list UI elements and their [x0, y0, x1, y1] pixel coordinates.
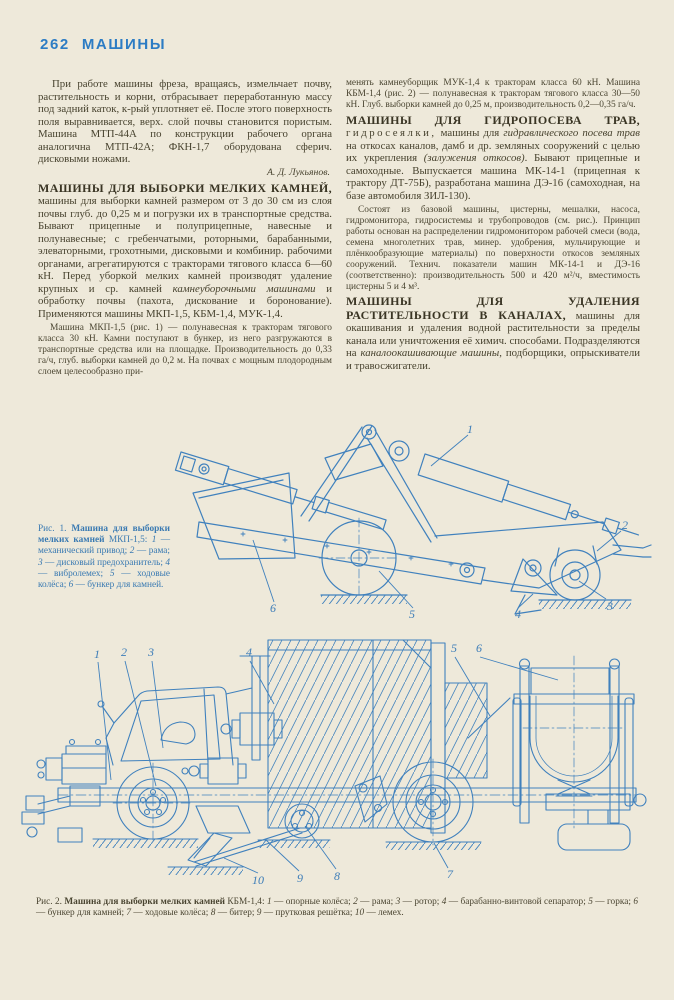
- figure-1-caption: Рис. 1. Машина для выборки мелких камней МКП-1,5: 1 — механический привод; 2 — рама; 3 — дисковый предохранитель; 4 — вибролемех; 5 — ходовые колёса; 6 — бункер для камней.: [38, 524, 171, 591]
- figure1-label-3: 3: [607, 599, 613, 613]
- entry-canal-vegetation: МАШИНЫ ДЛЯ УДАЛЕНИЯ РАСТИТЕЛЬНОСТИ В КАНАЛАХ, машины для окашивания и удаления водной растительности за пределы канала или уничтожения её химич. способами. Подразделяются на каналоокашивающие машины, подборщики, опрыскиватели и травосжигатели.: [346, 294, 640, 372]
- ground-hatch: [539, 600, 631, 609]
- entry-heading: МАШИНЫ ДЛЯ УДАЛЕНИЯ РАСТИТЕЛЬНОСТИ В КАНАЛАХ,: [346, 294, 640, 322]
- left-column: [38, 78, 332, 424]
- figure2-label-5: 5: [451, 641, 457, 655]
- entry-heading: МАШИНЫ ДЛЯ ГИДРОПОСЕВА ТРАВ,: [346, 112, 640, 127]
- intro-paragraph: При работе машины фреза, вращаясь, измельчает почву, растительность и корни, отбрасывает переработанную массу под задний каток, к-рый уплотняет её. После этого поверхность поля выравнивается, верх. слой почвы становится пористым. Машина МТП-44А по конструкции рабочего органа аналогична МТП-42А; ФКН-1,7 оборудована сферич. дисковыми ножами.: [38, 78, 332, 165]
- ground-wheel: [319, 518, 399, 598]
- right-column: [346, 78, 640, 424]
- term-spaced: гидросеялки,: [346, 127, 437, 140]
- figure1-label-6: 6: [270, 601, 276, 615]
- figure2-label-2: 2: [121, 645, 127, 659]
- figure2-label-6: 6: [476, 641, 482, 655]
- stone-bunker-assembly: [513, 656, 646, 850]
- figure-1: [36, 418, 654, 650]
- stone-hopper: [193, 473, 295, 559]
- paragraph-mkp: Машина МКП-1,5 (рис. 1) — полунавесная к тракторам тягового класса 30 кН. Камни поступают в бункер, из него разгружаются в транспортные средства или на площадке. Производительность до 0,33 га/ч, глуб. выборки камней до 0,2 м. На почвах с мощным плодородным слоем целесообразно при-: [38, 323, 332, 377]
- figure2-label-4: 4: [246, 645, 252, 659]
- author-signature: А. Д. Лукьянов.: [266, 166, 330, 178]
- ground-hatch: [93, 839, 481, 875]
- entry-heading: МАШИНЫ ДЛЯ ВЫБОРКИ МЕЛКИХ КАМНЕЙ,: [38, 180, 332, 195]
- paragraph-muk: менять камнеуборщик МУК-1,4 к тракторам класса 60 кН. Машина КБМ-1,4 (рис. 2) — полунавесная к тракторам тягового класса 30—50 кН. Глуб. выборки камней до 0,25 м, производительность 0,2—0,35 га/ч.: [346, 78, 640, 110]
- figure2-label-1: 1: [94, 647, 100, 661]
- page-number: 262: [40, 36, 70, 53]
- figure1-label-5: 5: [409, 607, 415, 621]
- figure2-label-7: 7: [447, 867, 453, 881]
- figure2-label-3: 3: [148, 645, 154, 659]
- figure1-label-4: 4: [515, 607, 521, 621]
- cab: [98, 687, 233, 765]
- running-title: МАШИНЫ: [81, 36, 167, 53]
- ground-hatch: [321, 595, 407, 604]
- figure-2: [18, 628, 658, 892]
- entry-hydroseeding: МАШИНЫ ДЛЯ ГИДРОПОСЕВА ТРАВ, гидросеялки, машины для гидравлического посева трав на откосах каналов, дамб и др. земляных сооружений с целью их укрепления (залужения откосов). Бывают прицепные и самоходные. Выпускается машина МК-14-1 (прицепная к трактору ДТ-75Б), разработана машина ДЭ-16 (самоходная, на базе автомобиля ЗИЛ-130).: [346, 112, 640, 202]
- figure1-label-2: 2: [622, 518, 628, 532]
- seat: [161, 722, 195, 744]
- entry-small-stones: МАШИНЫ ДЛЯ ВЫБОРКИ МЕЛКИХ КАМНЕЙ, машины для выборки камней размером от 3 до 30 см из слоя почвы глуб. до 0,25 м и погрузки их в транспортные средства. Бывают прицепные и полуприцепные, навесные и полунавесные; с гребенчатыми, роторными, барабанными, элеваторными, грохотными, дисковыми и комбинир. рабочими органами, агрегатируются с тракторами тягового класса 6—60 кН. Перед уборкой мелких камней производят удаление крупных и ср. камней камнеуборочными машинами и обработку почвы (пахота, дискование и боронование). Применяются машины МКП-1,5, КБМ-1,4, МУК-1,4.: [38, 180, 332, 320]
- figure2-drawing: [18, 628, 658, 890]
- main-beam: [197, 522, 485, 584]
- hydraulic-cylinder: [418, 454, 642, 545]
- front-pump-assembly: [22, 740, 106, 843]
- running-head: [40, 36, 166, 53]
- disc-fuse-roller: [550, 546, 600, 600]
- text-columns: [38, 78, 640, 424]
- figure2-label-10: 10: [252, 873, 264, 887]
- figure-2-caption: Рис. 2. Машина для выборки мелких камней КБМ-1,4: 1 — опорные колёса; 2 — рама; 3 — ротор; 4 — барабанно-винтовой сепаратор; 5 — горка; 6 — бункер для камней; 7 — ходовые колёса; 8 — битер; 9 — прутковая решётка; 10 — лемех.: [36, 897, 638, 919]
- pto-shafts: [182, 656, 282, 784]
- paragraph-hydro-detail: Состоят из базовой машины, цистерны, мешалки, насоса, гидромонитора, гидросистемы и трубопроводов (см. рис.). Принцип работы основан на распределении гидромонитором рабочей смеси (вода, семена многолетних трав, минер. удобрения, мульчирующие и плёнкообразующие материалы) по поверхности откосов земляных сооружений. Технич. показатели машин МК-14-1 и ДЭ-16 (соответственно): производительность 500 и 420 м²/ч, вместимость цистерны 5 и 4 м³.: [346, 205, 640, 292]
- figure2-label-8: 8: [334, 869, 340, 883]
- figure1-label-1: 1: [467, 422, 473, 436]
- rear-frame: [435, 522, 621, 588]
- a-frame: [301, 425, 437, 542]
- leader-lines: [253, 435, 621, 608]
- figure2-label-9: 9: [297, 871, 303, 885]
- figure1-drawing: [173, 418, 653, 648]
